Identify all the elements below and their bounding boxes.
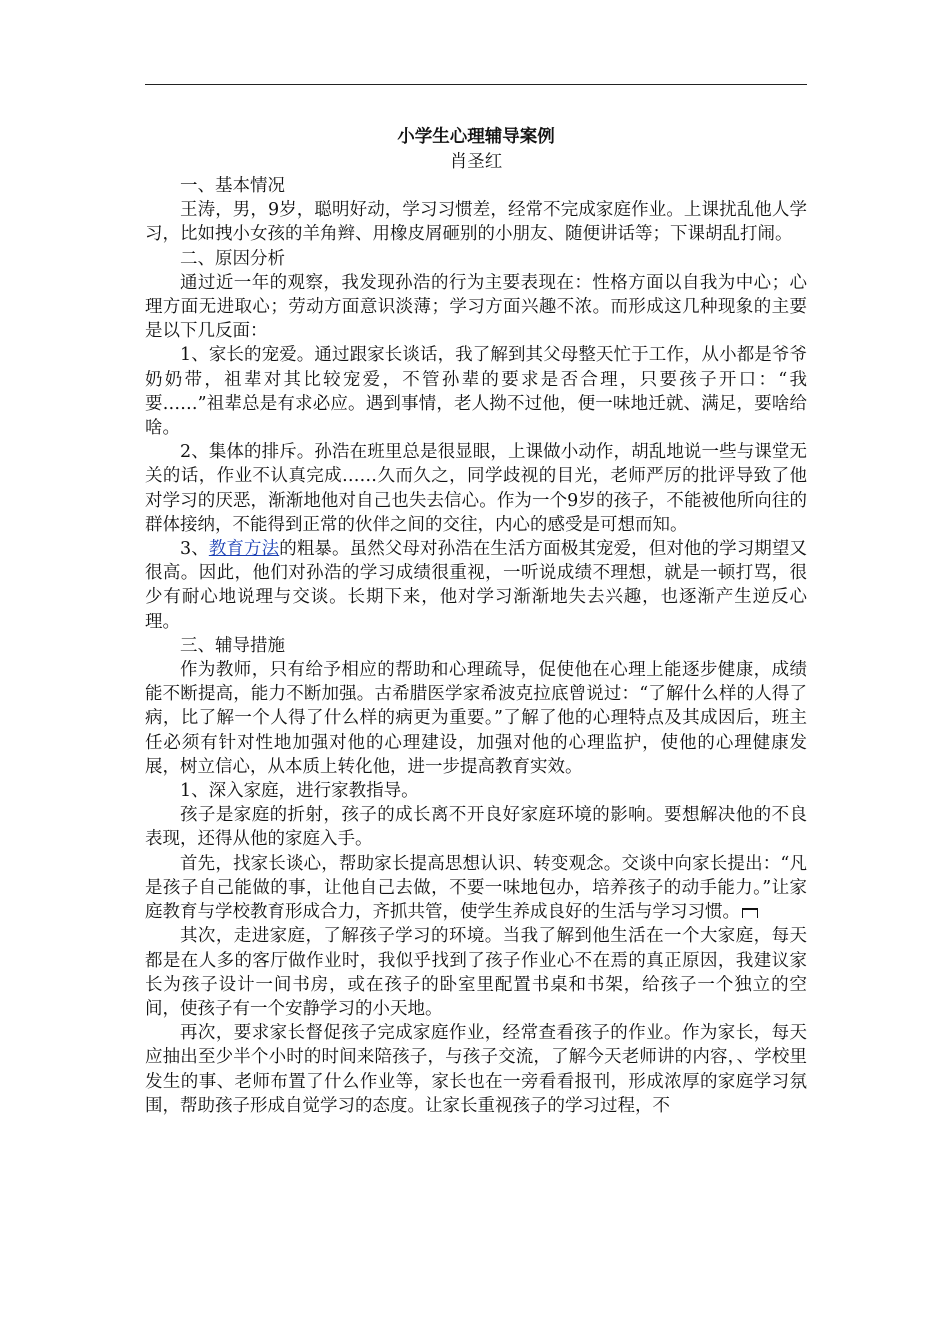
- paragraph-teacher-role: 作为教师，只有给予相应的帮助和心理疏导，促使他在心理上能逐步健康，成绩能不断提高，能力不断加强。古希腊医学家希波克拉底曾说过：“了解什么样的人得了病，比了解一个人得了什么样的病更为重要。”了解了他的心理特点及其成因后，班主任必须有针对性地加强对他的心理建设，加强对他的心理监护，使他的心理健康发展，树立信心，从本质上转化他，进一步提高教育实效。: [145, 660, 807, 777]
- paragraph-family-reflection: 孩子是家庭的折射，孩子的成长离不开良好家庭环境的影响。要想解决他的不良表现，还得从他的家庭入手。: [145, 805, 807, 850]
- header-rule: [145, 84, 807, 85]
- subheading-home-visit: 1、深入家庭，进行家教指导。: [180, 781, 419, 802]
- paragraph-education-method: [145, 537, 807, 634]
- bracket-mark-icon: [742, 908, 758, 918]
- section-heading-analysis: 二、原因分析: [180, 248, 285, 269]
- paragraph-group-rejection: 2、集体的排斥。孙浩在班里总是很显眼，上课做小动作，胡乱地说一些与课堂无关的话，作业不认真完成……久而久之，同学歧视的目光，老师严厉的批评导致了他对学习的厌恶，渐渐地他对自己也失去信心。作为一个9岁的孩子，不能被他所向往的群体接纳，不能得到正常的伙伴之间的交往，内心的感受是可想而知。: [145, 442, 807, 535]
- education-method-link[interactable]: 教育方法: [208, 539, 280, 560]
- document-body: [145, 124, 807, 1118]
- section-heading-measures: 三、辅导措施: [180, 635, 285, 656]
- para3-prefix: 3、: [180, 539, 209, 560]
- document-page: [145, 0, 807, 1344]
- paragraph-first-step: [145, 852, 807, 925]
- section-heading-basic: 一、基本情况: [180, 176, 285, 196]
- first-step-text: 首先，找家长谈心，帮助家长提高思想认识、转变观念。交谈中向家长提出：“凡是孩子自己能做的事，让他自己去做，不要一味地包办，培养孩子的动手能力。”让家庭教育与学校教育形成合力，齐抓共管，使学生养成良好的生活与学习习惯。: [145, 853, 807, 923]
- paragraph-second-step: 其次，走进家庭，了解孩子学习的环境。当我了解到他生活在一个大家庭，每天都是在人多的客厅做作业时，我似乎找到了孩子作业心不在焉的真正原因，我建议家长为孩子设计一间书房，或在孩子的卧室里配置书桌和书架，给孩子一个独立的空间，使孩子有一个安静学习的小天地。: [145, 926, 807, 1019]
- document-author: 肖圣红: [449, 152, 503, 172]
- document-title: 小学生心理辅导案例: [397, 127, 555, 147]
- para3-suffix: 的粗暴。虽然父母对孙浩在生活方面极其宠爱，但对他的学习期望又很高。因此，他们对孙浩的学习成绩很重视，一听说成绩不理想，就是一顿打骂，很少有耐心地说理与交谈。长期下来，他对学习渐渐地失去兴趣，也逐渐产生逆反心理。: [145, 539, 807, 632]
- paragraph-basic-info: 王涛，男，9岁，聪明好动，学习习惯差，经常不完成家庭作业。上课扰乱他人学习，比如拽小女孩的羊角辫、用橡皮屑砸别的小朋友、随便讲话等；下课胡乱打闹。: [145, 200, 807, 245]
- paragraph-analysis-intro: 通过近一年的观察，我发现孙浩的行为主要表现在：性格方面以自我为中心；心理方面无进取心；劳动方面意识淡薄；学习方面兴趣不浓。而形成这几种现象的主要是以下几反面：: [145, 272, 807, 342]
- paragraph-third-step: 再次，要求家长督促孩子完成家庭作业，经常查看孩子的作业。作为家长，每天应抽出至少半个小时的时间来陪孩子，与孩子交流，了解今天老师讲的内容，、学校里发生的事、老师布置了什么作业等，家长也在一旁看看报刊，形成浓厚的家庭学习氛围，帮助孩子形成自觉学习的态度。让家长重视孩子的学习过程，不: [145, 1023, 807, 1116]
- paragraph-parent-doting: 1、家长的宠爱。通过跟家长谈话，我了解到其父母整天忙于工作，从小都是爷爷奶奶带，祖辈对其比较宠爱，不管孙辈的要求是否合理，只要孩子开口：“我要……”祖辈总是有求必应。遇到事情，老人拗不过他，便一味地迁就、满足，要啥给啥。: [145, 345, 807, 439]
